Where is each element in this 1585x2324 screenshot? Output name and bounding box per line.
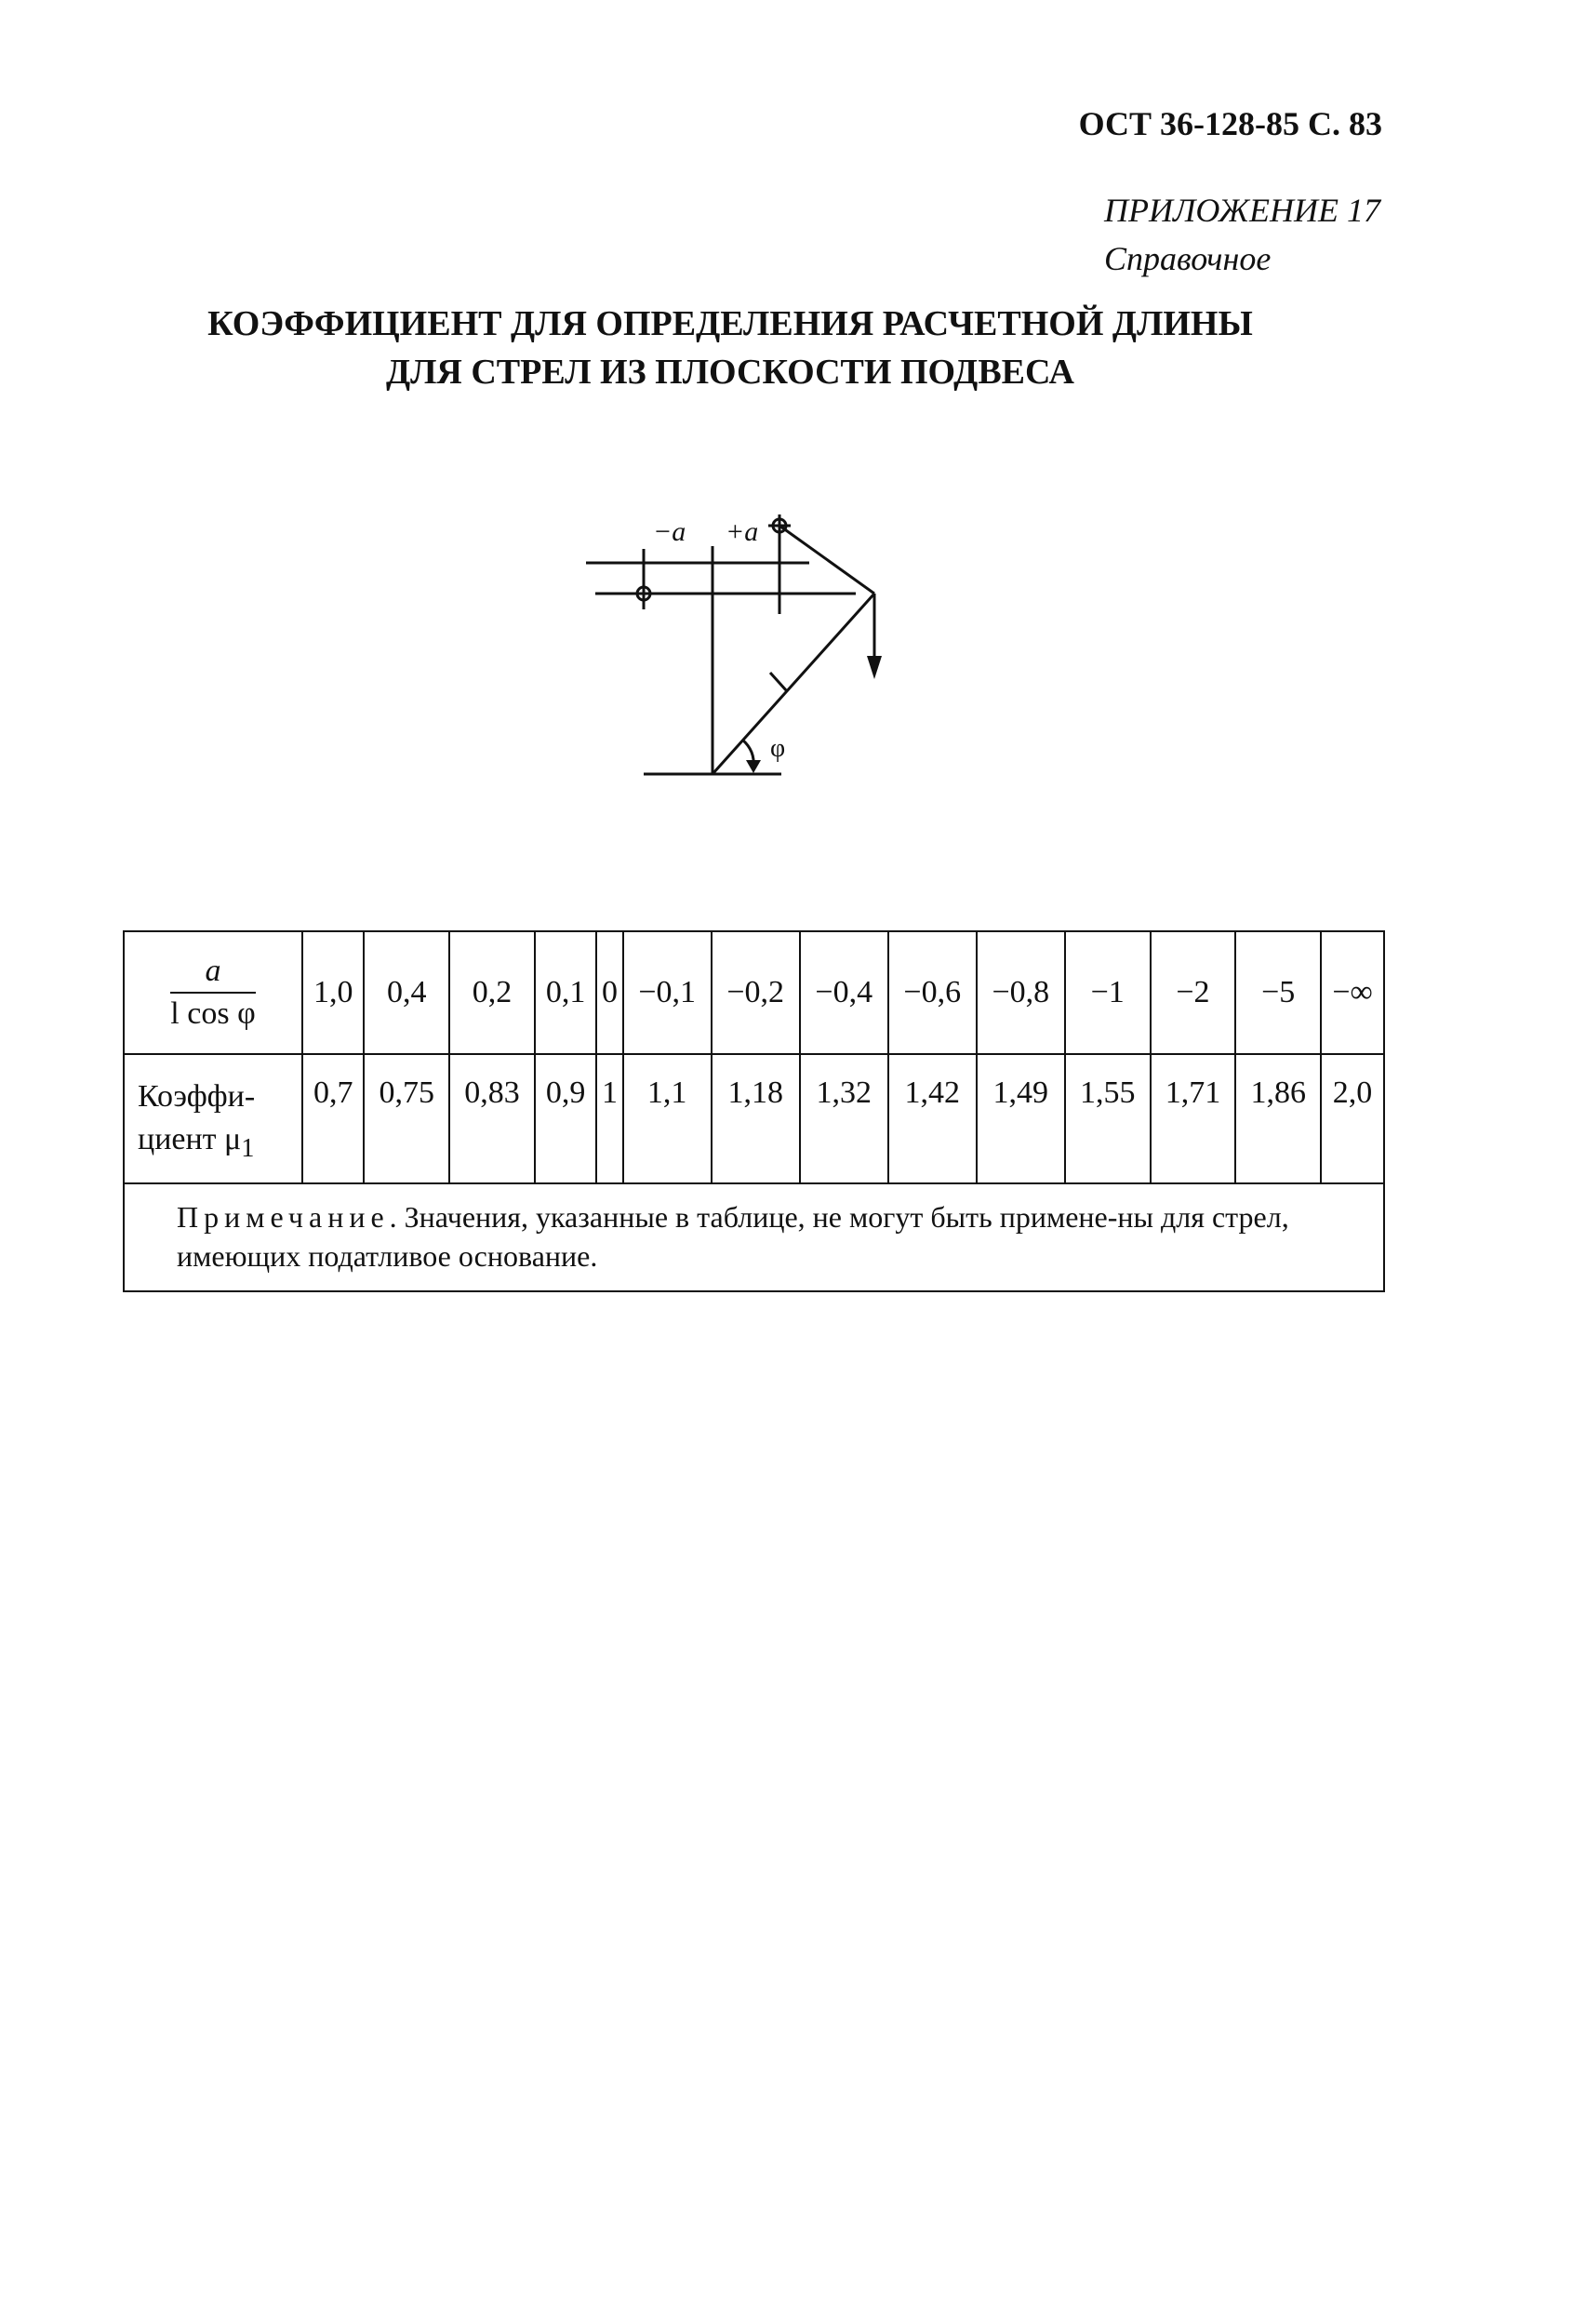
coef-cell: 0,83 [449,1054,535,1183]
suspension-line [779,526,874,594]
coef-cell: 1,32 [800,1054,888,1183]
note-cell [124,1183,1384,1291]
coef-label-line-2: циент $\mu_1$ [138,1122,255,1163]
note-row [124,1183,1384,1291]
appendix-type: Справочное [1104,240,1272,277]
boom-line [713,594,874,774]
ratio-cell: −1 [1065,931,1151,1054]
appendix-block [1104,186,1380,283]
note-text: . Значения, указанные в таблице, не могут быть примене-ны для стрел, имеющих податливое основание. [177,1200,1289,1273]
coef-cell: 1,18 [712,1054,800,1183]
ratio-fraction [170,951,255,1035]
ratio-cell: −0,1 [623,931,712,1054]
coef-cell: 1,55 [1065,1054,1151,1183]
coef-cell: 1,86 [1235,1054,1321,1183]
ratio-cell: −∞ [1321,931,1384,1054]
coef-cell: 1,49 [977,1054,1065,1183]
document-code: ОСТ 36-128-85 С. 83 [1078,105,1382,142]
ratio-denominator: l cos φ [170,996,256,1031]
coef-cell: 2,0 [1321,1054,1384,1183]
angle-arrowhead [746,760,761,773]
ratio-header-cell [124,931,302,1054]
coefficient-header-cell [124,1054,302,1183]
ratio-cell: 0,1 [535,931,596,1054]
ratio-cell: −2 [1151,931,1236,1054]
coef-cell: 1 [596,1054,622,1183]
coef-cell: 1,42 [888,1054,977,1183]
ratio-cell: −0,6 [888,931,977,1054]
coef-cell: 0,9 [535,1054,596,1183]
coef-label-line-1: Коэффи- [138,1079,256,1114]
plus-a-label: +a [726,516,759,547]
ratio-cell: 0 [596,931,622,1054]
coef-cell: 0,75 [364,1054,449,1183]
minus-a-label: −a [653,516,686,547]
ratio-row [124,931,1384,1054]
coefficient-table-wrapper [123,930,1385,1292]
coef-subscript: 1 [241,1133,255,1163]
phi-label: φ [770,734,786,763]
ratio-cell: 0,2 [449,931,535,1054]
boom-diagram [577,507,912,791]
ratio-cell: 1,0 [302,931,364,1054]
title-line-1: КОЭФФИЦИЕНТ ДЛЯ ОПРЕДЕЛЕНИЯ РАСЧЕТНОЙ ДЛИНЫ [207,304,1253,343]
note-lead: Примечание [177,1200,390,1234]
coef-cell: 0,7 [302,1054,364,1183]
appendix-label: ПРИЛОЖЕНИЕ 17 [1104,192,1380,229]
coef-cell: 1,1 [623,1054,712,1183]
ratio-cell: 0,4 [364,931,449,1054]
coefficient-table [123,930,1385,1292]
coefficient-row [124,1054,1384,1183]
load-arrowhead [867,656,882,679]
ratio-cell: −5 [1235,931,1321,1054]
ratio-cell: −0,8 [977,931,1065,1054]
ratio-cell: −0,4 [800,931,888,1054]
length-mark [770,673,787,691]
page-title [140,300,1321,396]
coef-cell: 1,71 [1151,1054,1236,1183]
title-line-2: ДЛЯ СТРЕЛ ИЗ ПЛОСКОСТИ ПОДВЕСА [385,353,1075,392]
ratio-numerator: a [170,951,255,994]
ratio-cell: −0,2 [712,931,800,1054]
